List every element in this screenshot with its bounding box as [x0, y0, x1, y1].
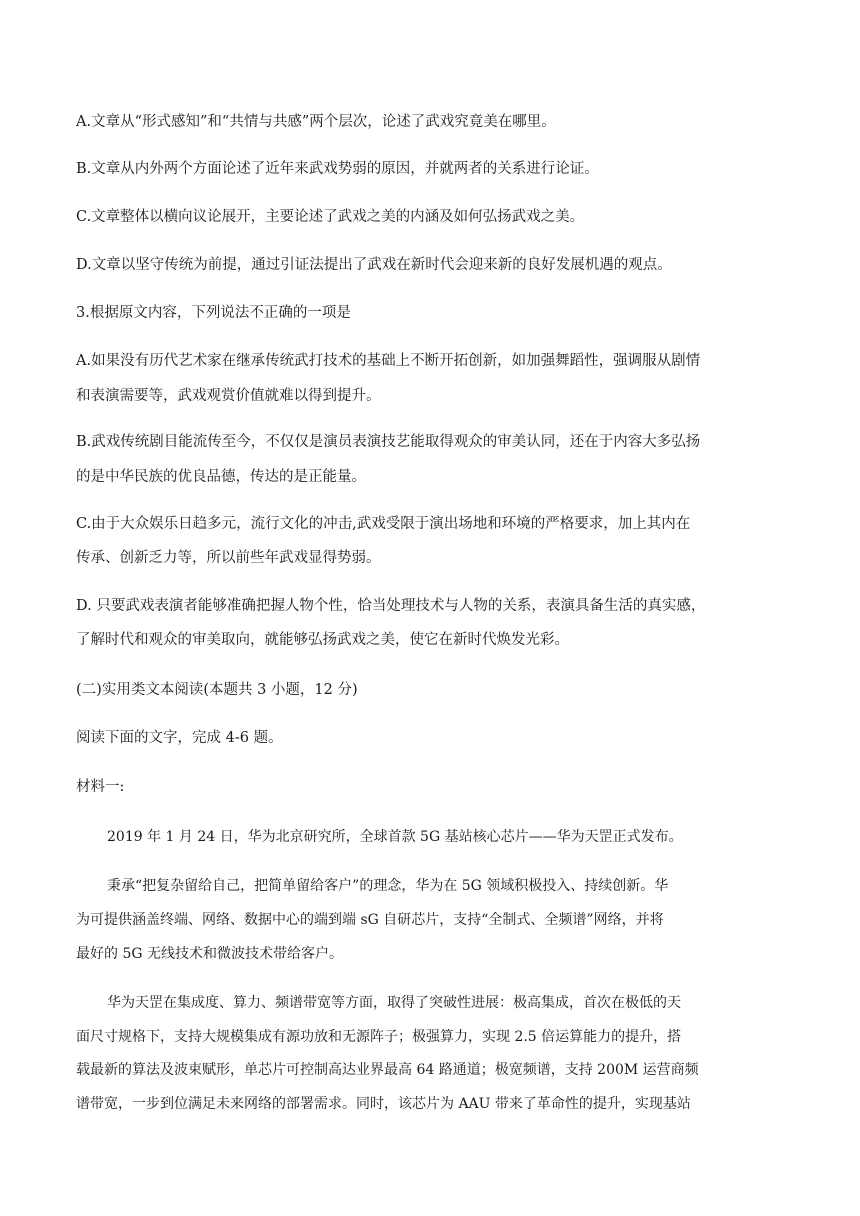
- material1-para1: 2019 年 1 月 24 日，华为北京研究所，全球首款 5G 基站核心芯片——华为天罡正式发布。: [107, 829, 683, 845]
- option-3c-line1: C.由于大众娱乐日趋多元，流行文化的冲击,武戏受限于演出场地和环境的严格要求，加上其内在: [76, 516, 691, 532]
- section-instruction: 阅读下面的文字，完成 4-6 题。: [76, 730, 283, 746]
- option-2c: C.文章整体以横向议论展开，主要论述了武戏之美的内涵及如何弘扬武戏之美。: [76, 209, 585, 225]
- option-3c-line2: 传承、创新乏力等，所以前些年武戏显得势弱。: [76, 550, 381, 566]
- option-3b-line1: B.武戏传统剧目能流传至今，不仅仅是演员表演技艺能取得观众的审美认同，还在于内容大多弘扬: [76, 434, 701, 450]
- option-2b: B.文章从内外两个方面论述了近年来武戏势弱的原因，并就两者的关系进行论证。: [76, 161, 599, 177]
- option-3d-line1: D. 只要武戏表演者能够准确把握人物个性，恰当处理技术与人物的关系，表演具备生活的真实感，: [76, 598, 706, 614]
- material1-para2-line1: 秉承“把复杂留给自己，把简单留给客户”的理念，华为在 5G 领域积极投入、持续创新。华: [107, 878, 669, 894]
- option-3b-line2: 的是中华民族的优良品德，传达的是正能量。: [76, 469, 366, 485]
- material1-para2-line3: 最好的 5G 无线技术和微波技术带给客户。: [76, 946, 343, 962]
- option-2a: A.文章从“形式感知”和“共情与共感”两个层次，论述了武戏究竟美在哪里。: [76, 114, 556, 130]
- option-3d-line2: 了解时代和观众的审美取向，就能够弘扬武戏之美，使它在新时代焕发光彩。: [76, 632, 569, 648]
- question-3-stem: 3.根据原文内容，下列说法不正确的一项是: [76, 305, 351, 321]
- material1-para2-line2: 为可提供涵盖终端、网络、数据中心的端到端 sG 自研芯片，支持“全制式、全频谱”网络，并将: [76, 912, 664, 928]
- material1-para3-line1: 华为天罡在集成度、算力、频谱带宽等方面，取得了突破性进展：极高集成，首次在极低的天: [107, 995, 681, 1011]
- option-3a-line1: A.如果没有历代艺术家在继承传统武打技术的基础上不断开拓创新，如加强舞蹈性，强调服从剧情: [76, 353, 701, 369]
- option-2d: D.文章以坚守传统为前提，通过引证法提出了武戏在新时代会迎来新的良好发展机遇的观点。: [76, 257, 672, 273]
- material-label: 材料一:: [76, 779, 125, 795]
- section-heading: (二)实用类文本阅读(本题共 3 小题，12 分): [76, 682, 358, 698]
- material1-para3-line4: 谱带宽，一步到位满足未来网络的部署需求。同时，该芯片为 AAU 带来了革命性的提升，实现基站: [76, 1096, 691, 1112]
- material1-para3-line2: 面尺寸规格下，支持大规模集成有源功放和无源阵子；极强算力，实现 2.5 倍运算能力的提升，搭: [76, 1029, 682, 1045]
- option-3a-line2: 和表演需要等，武戏观赏价值就难以得到提升。: [76, 388, 381, 404]
- material1-para3-line3: 载最新的算法及波束赋形，单芯片可控制高达业界最高 64 路通道；极宽频谱，支持 200M 运营商频: [76, 1062, 699, 1078]
